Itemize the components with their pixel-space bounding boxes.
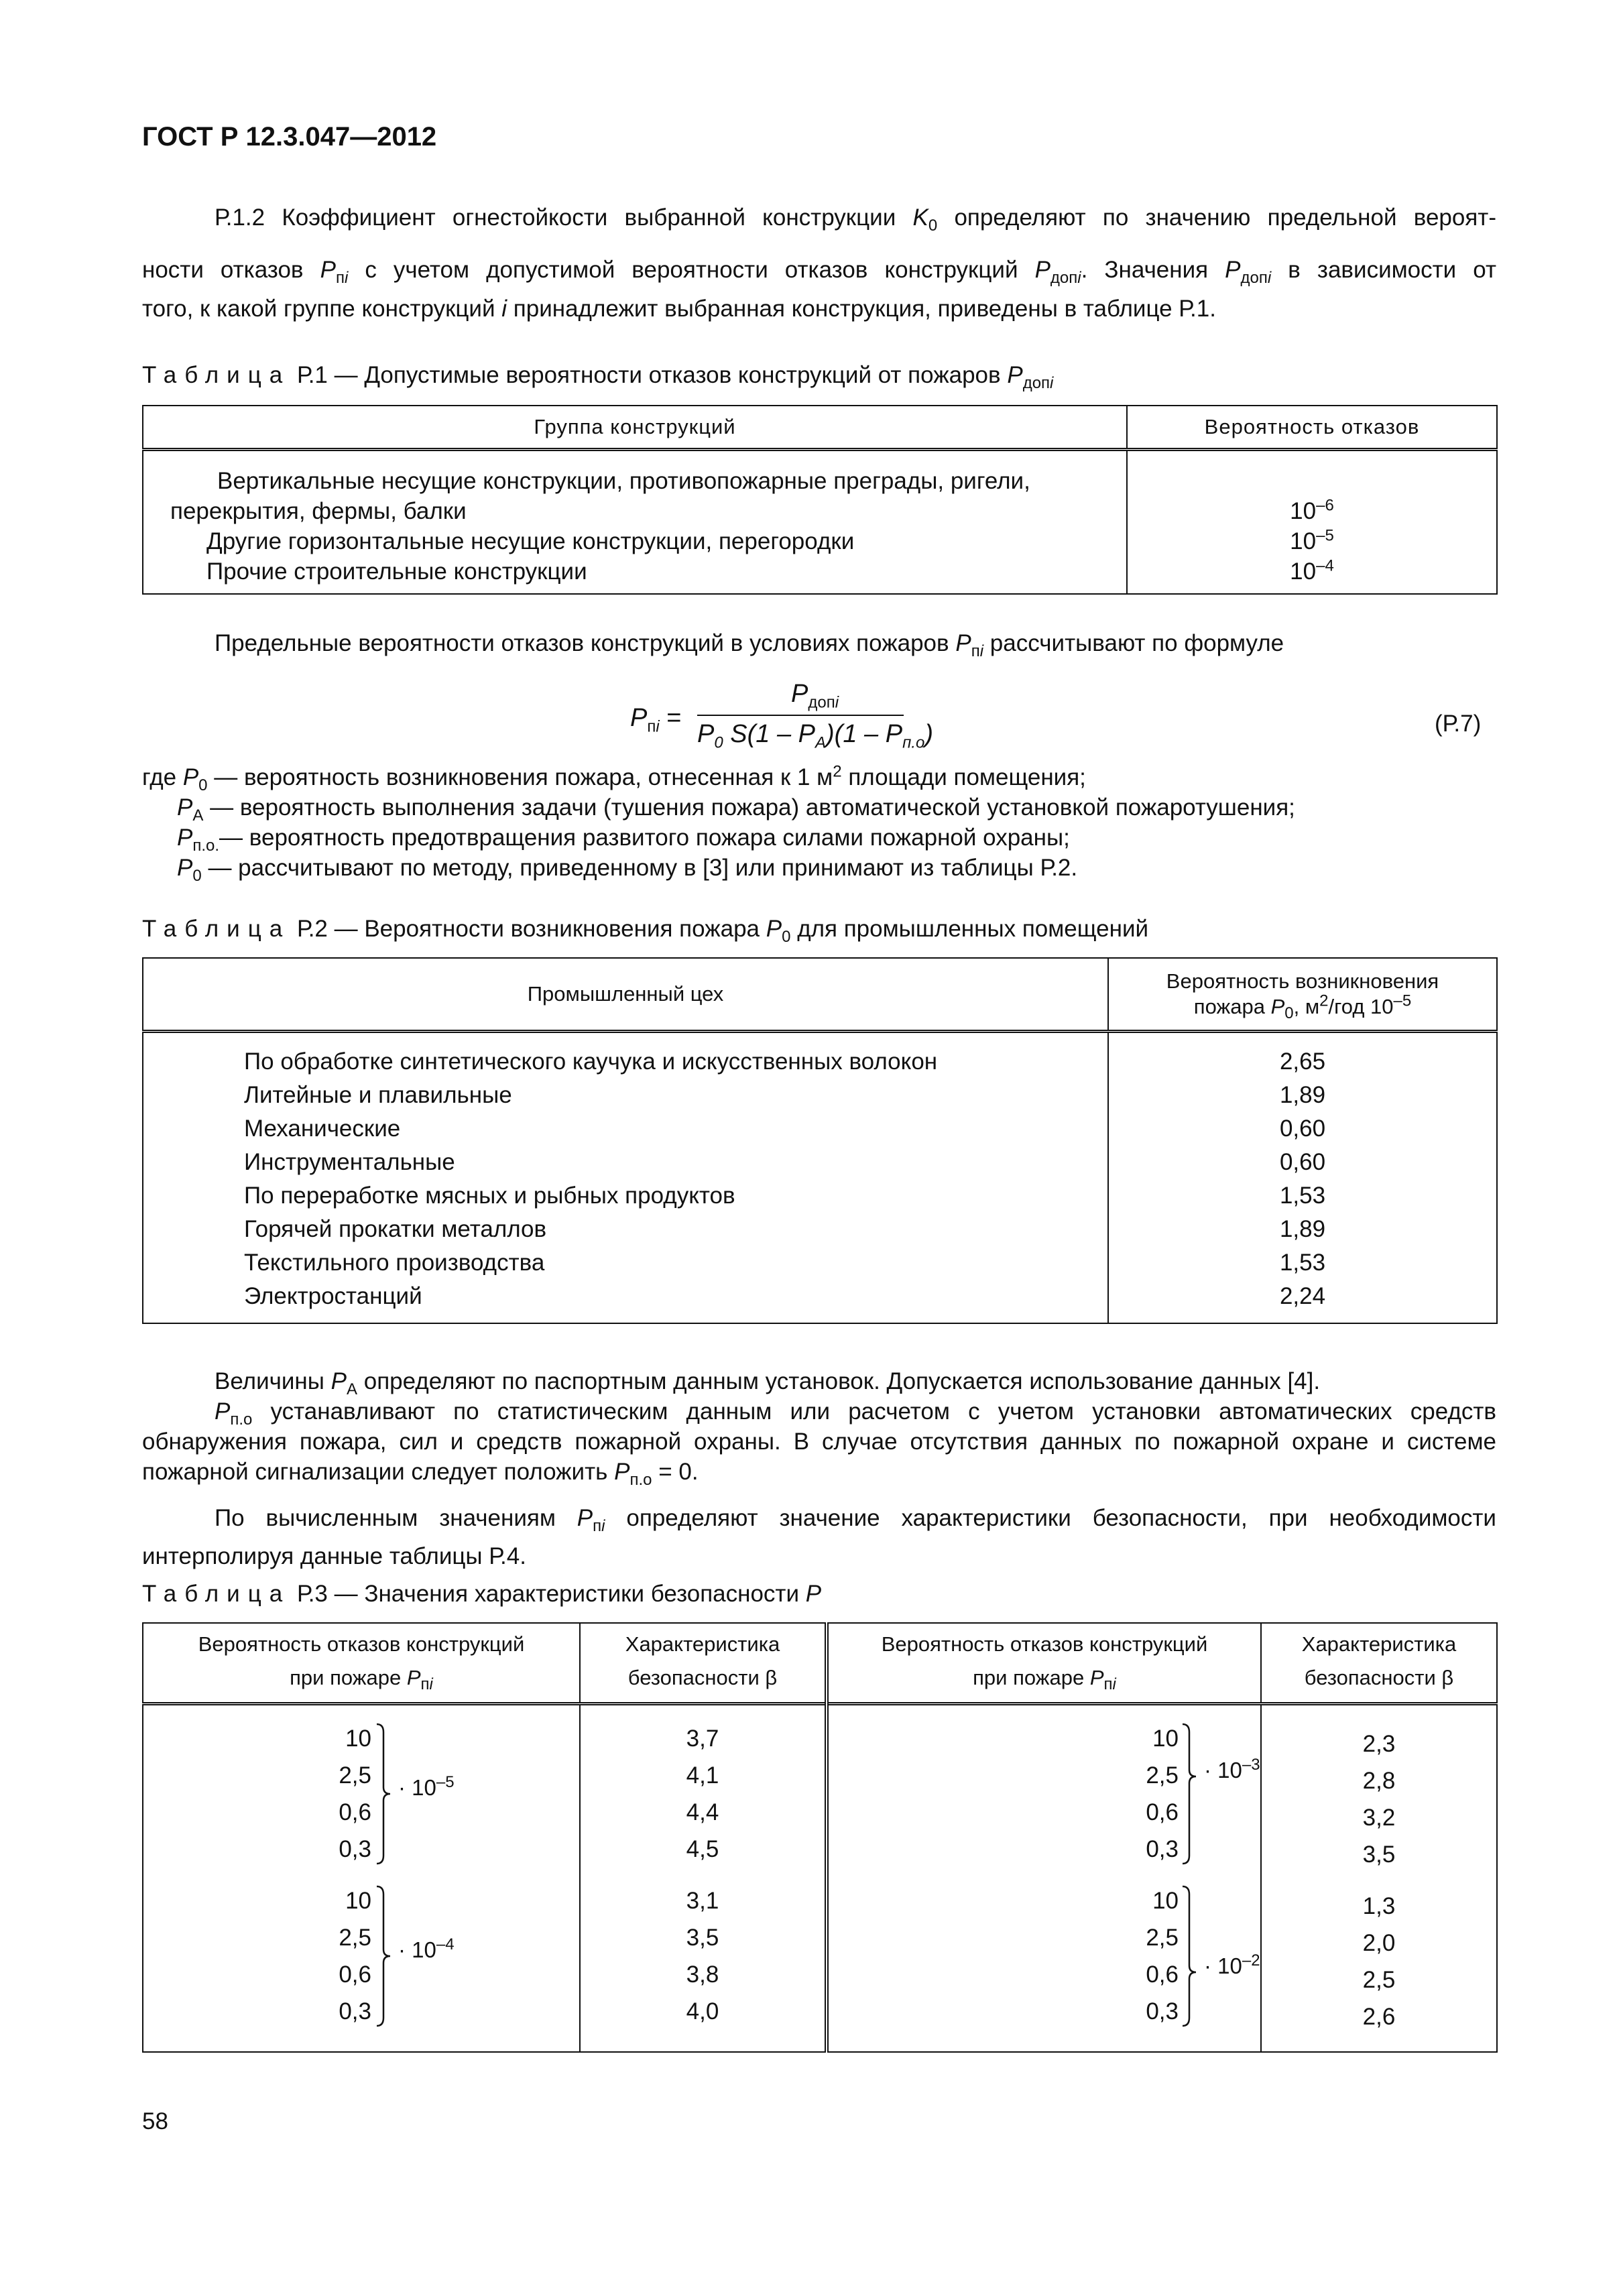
table3 — [142, 1622, 1498, 2053]
page-number: 58 — [142, 2108, 168, 2134]
table2-caption-text: Р.2 — Вероятности возникновения пожара — [290, 916, 766, 942]
h1b-line — [829, 1661, 1260, 1695]
formula-numerator — [791, 680, 839, 712]
where-item-p0-method — [142, 851, 1496, 885]
where-item-ppo — [142, 821, 1496, 855]
intro-text-g: того, к какой группе конструкций — [142, 296, 502, 322]
i-symbol: i — [501, 296, 507, 322]
num: 2,5 — [1146, 1925, 1179, 1951]
k0-symbol: K — [912, 204, 928, 231]
num-sub: доп — [808, 693, 835, 712]
num: 10 — [345, 1726, 371, 1752]
table2-caption — [142, 916, 1149, 946]
mul: · 10 — [398, 1937, 436, 1962]
para-interp-line2: интерполируя данные таблицы Р.4. — [142, 1543, 526, 1569]
p-symbol: P — [1007, 362, 1023, 388]
table3-caption-text: Р.3 — Значения характеристики безопасности — [290, 1581, 806, 1607]
table1 — [142, 405, 1498, 595]
num: 0,3 — [339, 1998, 371, 2025]
col2-c: , м — [1293, 995, 1320, 1018]
table2-name: По обработке синтетического каучука и искусственных волокон — [244, 1048, 938, 1075]
table1-col-group: Группа конструкций — [143, 406, 1127, 450]
value-base: 10 — [1290, 558, 1317, 585]
den-a: P — [697, 720, 715, 748]
table1-body-row — [143, 450, 1497, 595]
table3-col-prob-right — [827, 1623, 1261, 1704]
col2-sym: P — [1270, 995, 1285, 1018]
where-text: вероятность выполнения задачи (тушения пожара) автоматической установкой пожаротушения; — [239, 794, 1295, 821]
exp: –5 — [436, 1773, 455, 1791]
where-pre: где — [142, 764, 183, 790]
beta: 2,5 — [1362, 1967, 1396, 1993]
intro-text-b: определяют по значению предельной вероят- — [937, 204, 1496, 231]
table1-value-2 — [1128, 526, 1496, 556]
num: 10 — [1152, 1726, 1179, 1752]
table1-values-cell — [1127, 450, 1497, 595]
pni-sub: п — [1103, 1675, 1113, 1694]
num: 2,5 — [339, 1925, 371, 1951]
h2a: Характеристика — [625, 1632, 780, 1656]
pni-sub: п — [420, 1675, 430, 1694]
table3-col-beta-right — [1261, 1623, 1497, 1704]
group-numbers — [1098, 1882, 1179, 2030]
den-a-sub: 0 — [714, 733, 723, 752]
intro-text-c: ности отказов — [142, 257, 320, 283]
value-exp: –5 — [1316, 526, 1334, 545]
pdop-sub: доп — [1240, 269, 1268, 287]
p-symbol: P — [955, 630, 971, 656]
table3-right-beta-cell — [1261, 1704, 1497, 2053]
p-symbol: P — [406, 1666, 421, 1689]
value-exp: –4 — [1316, 556, 1334, 575]
table2-name: Текстильного производства — [244, 1250, 545, 1276]
i-sub: i — [1050, 374, 1054, 392]
num: 0,3 — [1146, 1998, 1179, 2025]
table3-group-1 — [143, 1720, 579, 1868]
formula-lead-text: Предельные вероятности отказов конструкций в условиях пожаров — [215, 630, 956, 656]
pni-sub: п — [971, 642, 980, 660]
table1-caption-text: Р.1 — Допустимые вероятности отказов конструкций от пожаров — [290, 362, 1008, 388]
beta: 2,0 — [1362, 1930, 1396, 1956]
para-ppo-line2: обнаружения пожара, сил и средств пожарной охраны. В случае отсутствия данных по пожарной охране и системе — [142, 1429, 1496, 1455]
p2-sub: п.о — [629, 1471, 652, 1489]
after-table2-text — [142, 1366, 1496, 1571]
p-symbol: P — [1034, 257, 1050, 283]
table3-left-beta-cell — [580, 1704, 827, 2053]
table2-caption-label: Таблица — [142, 916, 291, 942]
table2-header-row — [143, 958, 1497, 1032]
formula-denominator — [697, 720, 933, 752]
intro-text-h: принадлежит выбранная конструкция, приведены в таблице Р.1. — [507, 296, 1216, 322]
formula-number: (Р.7) — [1435, 711, 1482, 737]
where-list — [142, 761, 1496, 885]
table3-left-prob-cell — [143, 1704, 580, 2053]
group-numbers — [1098, 1720, 1179, 1868]
table1-row2: Другие горизонтальные несущие конструкции, перегородки — [206, 528, 855, 554]
beta: 2,3 — [1362, 1731, 1396, 1757]
group-multiplier — [398, 1775, 455, 1801]
beta: 4,0 — [686, 1998, 719, 2025]
table2-col2-line2 — [1109, 991, 1496, 1023]
num: 0,6 — [339, 1961, 371, 1988]
where-item-pa — [142, 791, 1496, 825]
pdop-sub: доп — [1050, 269, 1078, 287]
para-ppo-line3 — [142, 1457, 1496, 1487]
p1-sub: А — [346, 1380, 357, 1398]
pni-sub: п — [593, 1517, 602, 1535]
i-sub: i — [979, 642, 984, 660]
table3-col-prob-left — [143, 1623, 580, 1704]
where-sub: п.о. — [192, 837, 220, 855]
where-sym: P — [182, 764, 199, 790]
table3-group-3 — [829, 1720, 1260, 1868]
num: 0,6 — [339, 1799, 371, 1825]
table1-value-3 — [1128, 556, 1496, 587]
table1-row3: Прочие строительные конструкции — [206, 558, 587, 585]
where-dash: — — [201, 855, 239, 881]
table2-caption-tail: для промышленных помещений — [790, 916, 1149, 942]
i-sub: i — [429, 1675, 433, 1694]
table3-body-row — [143, 1704, 1497, 2053]
table3-group-4 — [829, 1882, 1260, 2030]
group-numbers — [298, 1882, 371, 2030]
p-symbol: P — [1225, 257, 1241, 283]
h2b: безопасности β — [1304, 1666, 1454, 1689]
den-c-sub: п.о — [902, 733, 925, 752]
where-text: вероятность возникновения пожара, отнесенная к 1 м — [243, 764, 833, 790]
table2-col2-line1: Вероятность возникновения — [1166, 969, 1439, 993]
where-sub: А — [192, 806, 204, 825]
h1b: при пожаре — [973, 1666, 1090, 1689]
table2-name: Горячей прокатки металлов — [244, 1216, 547, 1242]
table2-caption-sub: 0 — [782, 928, 791, 946]
table3-caption — [142, 1581, 821, 1608]
beta-group-2 — [581, 1882, 825, 2030]
table1-value-1 — [1128, 496, 1496, 526]
document-header: ГОСТ Р 12.3.047—2012 — [142, 122, 437, 152]
pdop-sub: доп — [1022, 374, 1050, 392]
k0-sub: 0 — [928, 217, 938, 235]
num: 2,5 — [1146, 1762, 1179, 1789]
exp: –2 — [1242, 1951, 1260, 1970]
beta: 4,1 — [686, 1762, 719, 1789]
group-multiplier — [398, 1937, 455, 1963]
table2-value: 0,60 — [1279, 1115, 1326, 1142]
p-symbol: P — [330, 1368, 347, 1394]
p1a: Величины — [215, 1368, 331, 1394]
p2a: устанавливают по статистическим данным или расчетом с учетом установки автоматических средств — [252, 1398, 1496, 1425]
where-tail: площади помещения; — [841, 764, 1086, 790]
num: 0,6 — [1146, 1799, 1179, 1825]
table2-name: Электростанций — [244, 1283, 422, 1309]
intro-text-d: с учетом допустимой вероятности отказов конструкций — [348, 257, 1035, 283]
table1-header-row — [143, 406, 1497, 450]
col2-e: –5 — [1393, 991, 1412, 1010]
table2-col-probability — [1108, 958, 1497, 1032]
den-d: ) — [924, 720, 933, 748]
where-sup: 2 — [833, 762, 842, 781]
beta: 3,5 — [1362, 1841, 1396, 1868]
table2-value: 2,24 — [1279, 1283, 1326, 1309]
p2c: пожарной сигнализации следует положить — [142, 1459, 615, 1485]
mul: · 10 — [1204, 1953, 1242, 1978]
mul: · 10 — [398, 1775, 436, 1800]
where-dash: — — [203, 794, 240, 821]
right-brace-icon — [1181, 1885, 1201, 2027]
i-sub: i — [1267, 269, 1272, 287]
value-base: 10 — [1290, 498, 1317, 524]
para-interp — [142, 1503, 1496, 1533]
beta-group-4 — [1262, 1888, 1496, 2035]
group-multiplier — [1204, 1758, 1260, 1783]
para-ppo — [142, 1396, 1496, 1427]
h2b: безопасности β — [627, 1666, 778, 1689]
p-symbol: P — [577, 1505, 593, 1531]
table2-value: 1,53 — [1279, 1250, 1326, 1276]
lhs-sub: п — [647, 717, 656, 736]
formula-lhs — [630, 704, 682, 736]
num: 10 — [1152, 1888, 1179, 1914]
table2-value: 1,53 — [1279, 1183, 1326, 1209]
i-sub: i — [1077, 269, 1081, 287]
right-brace-icon — [375, 1723, 396, 1865]
formula-lead-text2: рассчитывают по формуле — [983, 630, 1284, 656]
table2-value: 1,89 — [1279, 1216, 1326, 1242]
intro-paragraph — [142, 201, 1496, 326]
where-sub: 0 — [192, 867, 202, 885]
p-symbol: P — [614, 1459, 630, 1485]
num: 10 — [345, 1888, 371, 1914]
table1-row1-line2: перекрытия, фермы, балки — [170, 498, 467, 524]
table1-groups-cell — [143, 450, 1127, 595]
group-multiplier — [1204, 1953, 1260, 1979]
i-sub: i — [1112, 1675, 1116, 1694]
table3-caption-label: Таблица — [142, 1581, 291, 1607]
table1-caption-label: Таблица — [142, 362, 291, 388]
table2-value: 0,60 — [1279, 1149, 1326, 1175]
beta: 3,2 — [1362, 1805, 1396, 1831]
p2d: = 0. — [652, 1459, 699, 1485]
beta: 1,3 — [1362, 1893, 1396, 1919]
i-sub: i — [835, 693, 839, 712]
p3a: По вычисленным значениям — [215, 1505, 577, 1531]
p1b: определяют по паспортным данным установок. Допускается использование данных [4]. — [357, 1368, 1321, 1394]
num: 0,3 — [1146, 1836, 1179, 1862]
p-symbol: P — [1089, 1666, 1104, 1689]
equals-sign: = — [659, 704, 682, 732]
beta-group-3 — [1262, 1726, 1496, 1873]
h1a: Вероятность отказов конструкций — [881, 1632, 1208, 1656]
num: 0,6 — [1146, 1961, 1179, 1988]
p-symbol: P — [320, 257, 336, 283]
table2-name: Механические — [244, 1115, 401, 1142]
where-sym: P — [177, 794, 193, 821]
intro-text-a: Р.1.2 Коэффициент огнестойкости выбранной конструкции — [215, 204, 913, 231]
table2-body-row — [143, 1032, 1497, 1324]
p-symbol: P — [215, 1398, 231, 1425]
table2 — [142, 957, 1498, 1324]
den-c: )(1 – P — [826, 720, 903, 748]
where-item-p0 — [142, 761, 1496, 794]
table3-caption-sym: P — [805, 1581, 822, 1607]
num: 2,5 — [339, 1762, 371, 1789]
h1b-line — [144, 1661, 579, 1695]
h2a: Характеристика — [1301, 1632, 1457, 1656]
right-brace-icon — [375, 1885, 396, 2027]
table1-caption — [142, 362, 1054, 392]
table2-value: 1,89 — [1279, 1082, 1326, 1108]
table2-name: Литейные и плавильные — [244, 1082, 512, 1108]
den-b-sub: A — [815, 733, 827, 752]
formula-lead — [215, 627, 1284, 660]
p2-sub: п.о — [230, 1410, 253, 1429]
num: 0,3 — [339, 1836, 371, 1862]
i-sub: i — [344, 269, 349, 287]
table2-values-cell — [1108, 1032, 1497, 1324]
where-text: рассчитывают по методу, приведенному в [3] или принимают из таблицы Р.2. — [238, 855, 1078, 881]
beta: 4,5 — [686, 1836, 719, 1862]
beta: 4,4 — [686, 1799, 719, 1825]
beta: 3,1 — [686, 1888, 719, 1914]
value-exp: –6 — [1316, 496, 1334, 515]
table2-name: По переработке мясных и рыбных продуктов — [244, 1183, 735, 1209]
fraction-bar — [697, 715, 904, 716]
beta: 3,5 — [686, 1925, 719, 1951]
table2-value: 2,65 — [1279, 1048, 1326, 1075]
table1-col-probability: Вероятность отказов — [1127, 406, 1497, 450]
p-symbol: P — [630, 704, 648, 732]
p3b: определяют значение характеристики безопасности, при необходимости — [605, 1505, 1496, 1531]
col2-sub: 0 — [1284, 1004, 1294, 1023]
beta-group-1 — [581, 1720, 825, 1868]
p-symbol: P — [791, 680, 808, 708]
intro-text-f: в зависимости от — [1271, 257, 1497, 283]
beta: 2,8 — [1362, 1768, 1396, 1794]
beta: 3,7 — [686, 1726, 719, 1752]
i-sub: i — [601, 1517, 605, 1535]
table2-names-cell — [143, 1032, 1108, 1324]
table2-caption-sym: P — [766, 916, 782, 942]
right-brace-icon — [1181, 1723, 1201, 1865]
where-dash: — — [207, 764, 244, 790]
where-sub: 0 — [198, 776, 208, 794]
where-text: вероятность предотвращения развитого пожара силами пожарной охраны; — [249, 825, 1070, 851]
table3-right-prob-cell — [827, 1704, 1261, 2053]
beta: 3,8 — [686, 1961, 719, 1988]
h1b: при пожаре — [290, 1666, 407, 1689]
where-sym: P — [177, 855, 193, 881]
table3-col-beta-left — [580, 1623, 827, 1704]
table2-col-workshop: Промышленный цех — [143, 958, 1108, 1032]
where-sym: P — [177, 825, 193, 851]
exp: –3 — [1242, 1756, 1260, 1774]
h1a: Вероятность отказов конструкций — [198, 1632, 525, 1656]
where-dash: — — [219, 825, 249, 851]
intro-text-e: . Значения — [1081, 257, 1225, 283]
table1-row1-line1: Вертикальные несущие конструкции, противопожарные преграды, ригели, — [217, 468, 1030, 494]
col2-b: пожара — [1193, 995, 1271, 1018]
den-b: S(1 – P — [723, 720, 816, 748]
beta: 2,6 — [1362, 2004, 1396, 2030]
mul: · 10 — [1204, 1758, 1242, 1783]
table3-group-2 — [143, 1882, 579, 2030]
i-sub: i — [656, 717, 660, 736]
pni-sub: п — [335, 269, 345, 287]
col2-d: /год 10 — [1328, 995, 1394, 1018]
para-pa — [142, 1366, 1496, 1396]
table2-name: Инструментальные — [244, 1149, 455, 1175]
exp: –4 — [436, 1935, 455, 1953]
col2-sup: 2 — [1319, 991, 1329, 1010]
group-numbers — [298, 1720, 371, 1868]
table3-header-row — [143, 1623, 1497, 1704]
value-base: 10 — [1290, 528, 1317, 554]
